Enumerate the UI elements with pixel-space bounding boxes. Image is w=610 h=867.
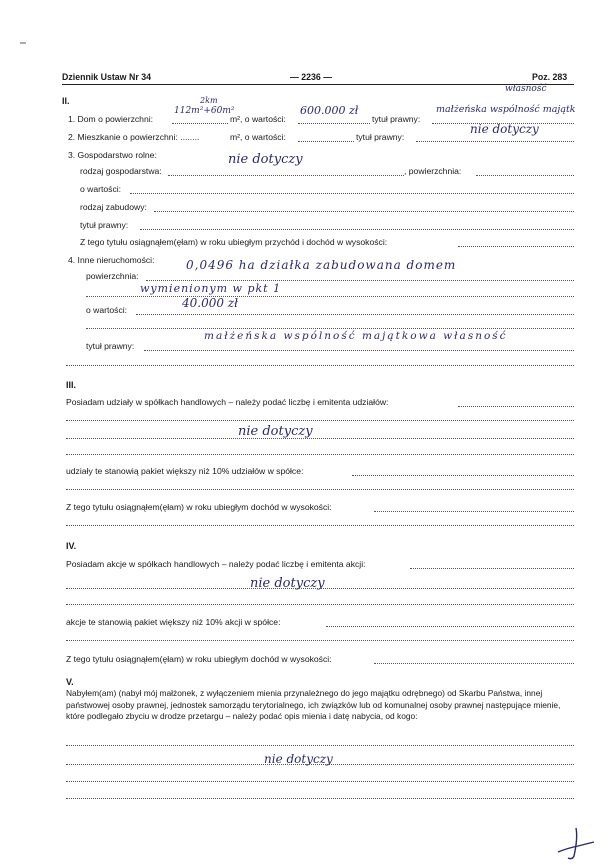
flat-value-label: m², o wartości: (230, 132, 286, 142)
farm-income-label: Z tego tytułu osiągnąłem(ęłam) w roku ubiegłym przychód i dochód w wysokości: (80, 237, 388, 247)
other-title-label: tytuł prawny: (86, 341, 135, 351)
shares-label: Posiadam udziały w spółkach handlowych – należy podać liczbę i emitenta udziałów: (66, 397, 389, 407)
acquisition-handwriting: nie dotyczy (264, 752, 333, 766)
section-v-numeral: V. (66, 677, 74, 687)
farm-area-label: , powierzchnia: (404, 166, 462, 176)
farm-title-label: tytuł prawny: (80, 220, 129, 230)
section-iv-numeral: IV. (66, 541, 77, 551)
shares-handwriting: nie dotyczy (238, 424, 313, 439)
farm-type-handwriting: nie dotyczy (228, 152, 303, 167)
house-title-label: tytuł prawny: (372, 114, 421, 124)
stocks-label: Posiadam akcje w spółkach handlowych – należy podać liczbę i emitenta akcji: (66, 559, 366, 569)
acquisition-description: Nabyłem(am) (nabył mój małżonek, z wyłączeniem mienia przynależnego do jego majątku odrębnego) od Skarbu Państwa, innej państwowej osoby prawnej, jednostek samorządu terytorialnego, ich związków lub od komunalnej osoby prawnej następujące mienie, które podlegało zbyciu w drodze przetargu – należy podać opis mienia i datę nabycia, od kogo: (66, 688, 561, 721)
stocks-income-label: Z tego tytułu osiągnąłem(ęłam) w roku ubiegłym dochód w wysokości: (66, 654, 332, 664)
flat-title-label: tytuł prawny: (356, 132, 405, 142)
other-property-label: 4. Inne nieruchomości: (68, 255, 155, 265)
other-title-handwriting: małżeńska wspólność majątkowa własność (204, 330, 508, 342)
other-area-handwriting: 0,0496 ha działka zabudowana domem (186, 258, 457, 272)
other-area-label: powierzchnia: (86, 271, 139, 281)
page-number: — 2236 — (290, 72, 333, 82)
farm-label: 3. Gospodarstwo rolne: (68, 150, 157, 160)
farm-value-label: o wartości: (80, 184, 122, 194)
house-value-label: m², o wartości: (230, 114, 286, 124)
house-title-handwriting-top: własność (505, 84, 547, 94)
other-value-handwriting: 40.000 zł (182, 296, 239, 310)
other-area-handwriting-2: wymienionym w pkt 1 (140, 282, 282, 295)
section-iii-numeral: III. (66, 380, 77, 390)
house-value-handwriting: 600.000 zł (300, 104, 359, 117)
stocks-10pct-label: akcje te stanowią pakiet większy niż 10% akcji w spółce: (66, 617, 281, 627)
shares-income-label: Z tego tytułu osiągnąłem(ęłam) w roku ubiegłym dochód w wysokości: (66, 502, 332, 512)
header-rule (62, 84, 574, 85)
farm-building-label: rodzaj zabudowy: (80, 202, 147, 212)
flat-title-handwriting: nie dotyczy (470, 122, 539, 136)
house-label: 1. Dom o powierzchni: (68, 114, 154, 124)
position-number: Poz. 283 (532, 72, 568, 82)
flat-label: 2. Mieszkanie o powierzchni: ........ (68, 132, 200, 142)
farm-type-label: rodzaj gospodarstwa: (80, 166, 162, 176)
section-ii-numeral: II. (62, 96, 70, 106)
house-area-handwriting-top: 2km (200, 96, 218, 105)
stocks-handwriting: nie dotyczy (250, 576, 325, 591)
house-area-handwriting: 112m²+60m² (174, 106, 235, 116)
shares-10pct-label: udziały te stanowią pakiet większy niż 10% udziałów w spółce: (66, 466, 304, 476)
journal-title: Dziennik Ustaw Nr 34 (62, 72, 151, 82)
other-value-label: o wartości: (86, 305, 128, 315)
house-title-handwriting: małżeńska wspólność majątk (436, 104, 576, 115)
margin-mark (18, 38, 28, 48)
initials-signature (554, 822, 598, 862)
